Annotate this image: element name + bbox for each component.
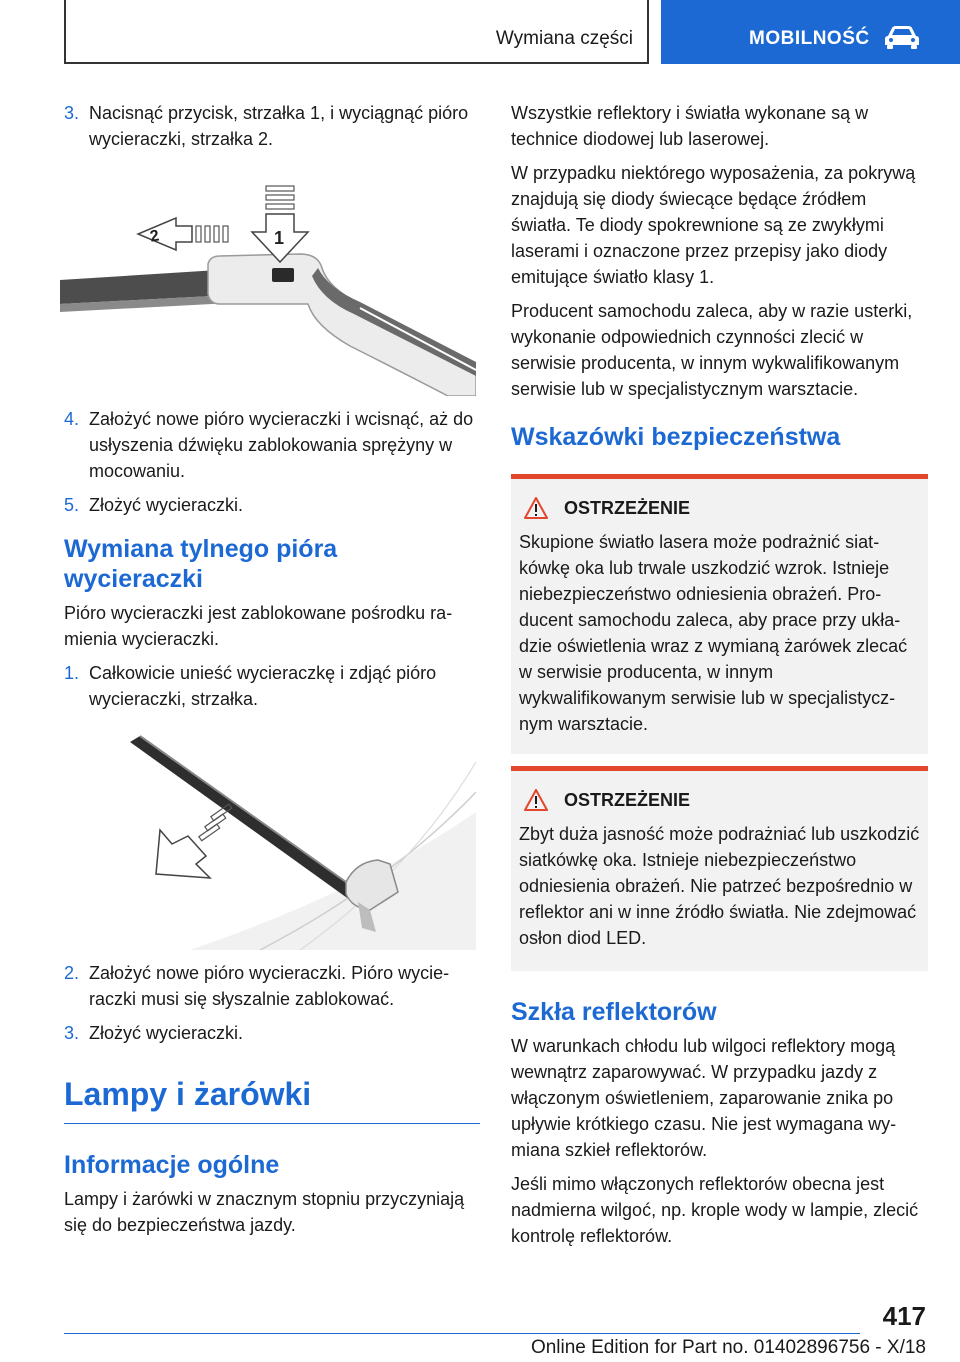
step-text: Całkowicie unieść wycieraczkę i zdjąć pióro wycieraczki, strzałka.: [89, 663, 437, 709]
list-item: [64, 660, 480, 712]
warning-text: Skupione światło lasera może podrażnić siatkówkę oka lub trwale uszkodzić wzrok. Istnieje niebezpieczeństwo odniesienia obrażeń. Producent samochodu zaleca, aby prace przy układzie oświetlenia wraz z wymianą żarówek zlecać w serwisie producenta, w innym wykwalifikowanym serwisie lub w specjalistycznym warsztacie.: [519, 532, 908, 734]
arrow-2: [138, 218, 228, 250]
header-section-box: [64, 0, 649, 64]
list-item: [64, 406, 480, 484]
led-info-paragraph: Wszystkie reflektory i światła wykonane są w technice diodowej lub laserowej.: [511, 103, 869, 149]
safety-heading: Wskazówki bezpieczeństwa: [511, 423, 841, 451]
list-item: [64, 100, 480, 152]
warning-text: Zbyt duża jasność może podrażniać lub uszkodzić siatkówkę oka. Istnieje niebezpieczeństwo odniesienia obrażeń. Nie patrzeć bezpośrednio w reflektor ani w inne źródło światła. Nie zdejmować osłon diod LED.: [519, 824, 920, 948]
page-number: 417: [882, 1301, 926, 1331]
arrow-1-label: 1: [274, 228, 285, 248]
arrow-2-label: 2: [148, 227, 161, 246]
steps-list-b: [64, 406, 480, 518]
header-brand-tab[interactable]: [661, 0, 960, 64]
lamps-heading: Lampy i żarówki: [64, 1076, 480, 1124]
car-icon: [883, 24, 921, 50]
step-number: 3.: [64, 1023, 80, 1043]
arrow-1: [252, 186, 308, 262]
removal-arrow: [156, 804, 232, 878]
warning-triangle-icon: [524, 497, 548, 519]
list-item: [64, 492, 480, 518]
list-item: [64, 1020, 480, 1046]
warning-header: [519, 497, 920, 519]
warning-triangle-icon: [524, 789, 548, 811]
warning-title: OSTRZEŻENIE: [564, 497, 691, 518]
rear-wiper-intro: Pióro wycieraczki jest zablokowane pośrodku ramienia wycieraczki.: [64, 603, 453, 649]
footer-divider: [64, 1333, 860, 1334]
right-column: [511, 100, 928, 1257]
step-number: 5.: [64, 495, 80, 515]
headlight-glass-paragraph-1: W warunkach chłodu lub wilgoci reflektory mogą wewnątrz zaparowywać. W przypadku jazdy z włączonym oświetleniem, zaparowanie znika po upływie krótkiego czasu. Nie jest wymagana wymiana szkieł reflektorów.: [511, 1036, 897, 1160]
warning-box-brightness: [511, 766, 928, 971]
steps-list-a: [64, 100, 480, 152]
headlight-glass-paragraph-2: Jeśli mimo włączonych reflektorów obecna jest nadmierna wilgoć, np. krople wody w lampie, zlecić kontrolę reflektorów.: [511, 1174, 919, 1246]
rear-wiper-drawing: [60, 732, 476, 950]
step-text: Nacisnąć przycisk, strzałka 1, i wyciągnąć pióro wycieraczki, strzałka 2.: [89, 103, 469, 149]
step-text: Złożyć wycieraczki.: [89, 1023, 244, 1043]
step-number: 1.: [64, 663, 80, 683]
front-wiper-illustration: [60, 176, 476, 396]
header-brand-label: MOBILNOŚĆ: [749, 28, 870, 49]
steps-list-c: [64, 660, 480, 712]
step-number: 4.: [64, 409, 80, 429]
headlight-glass-heading: Szkła reflektorów: [511, 998, 717, 1026]
general-info-heading: Informacje ogólne: [64, 1151, 280, 1179]
service-info-paragraph: Producent samochodu zaleca, aby w razie usterki, wykonanie odpowiednich czynności zlecić w serwisie producenta, w innym wykwalifikowanym serwisie lub w specjalistycznym warsztacie.: [511, 301, 913, 399]
list-item: [64, 960, 480, 1012]
step-text: Złożyć wycieraczki.: [89, 495, 244, 515]
general-info-text: Lampy i żarówki w znacznym stopniu przyczyniają się do bezpieczeństwa jazdy.: [64, 1189, 465, 1235]
warning-box-laser: [511, 474, 928, 754]
step-text: Założyć nowe pióro wycieraczki i wcisnąć, aż do usłyszenia dźwięku zablokowania sprężyny w mocowaniu.: [89, 409, 474, 481]
step-number: 3.: [64, 103, 80, 123]
left-column: [64, 100, 480, 1246]
steps-list-d: [64, 960, 480, 1046]
step-number: 2.: [64, 963, 80, 983]
front-wiper-drawing: [60, 176, 476, 396]
diode-info-paragraph: W przypadku niektórego wyposażenia, za pokrywą znajdują się diody świecące będące źródłem światła. Te diody spokrewnione są ze zwykłymi laserami i oznaczone przez przepisy jako diody emitujące światło klasy 1.: [511, 163, 916, 287]
rear-wiper-illustration: [60, 732, 476, 950]
footer-edition-text: Online Edition for Part no. 01402896756 - X/18: [530, 1337, 926, 1358]
rear-wiper-heading: Wymiana tylnego pióra wycieraczki: [64, 535, 338, 593]
warning-header: [519, 789, 920, 811]
step-text: Założyć nowe pióro wycieraczki. Pióro wycieraczki musi się słyszalnie zablokować.: [89, 963, 450, 1009]
header-section-title: Wymiana części: [495, 28, 633, 49]
warning-title: OSTRZEŻENIE: [564, 789, 691, 810]
